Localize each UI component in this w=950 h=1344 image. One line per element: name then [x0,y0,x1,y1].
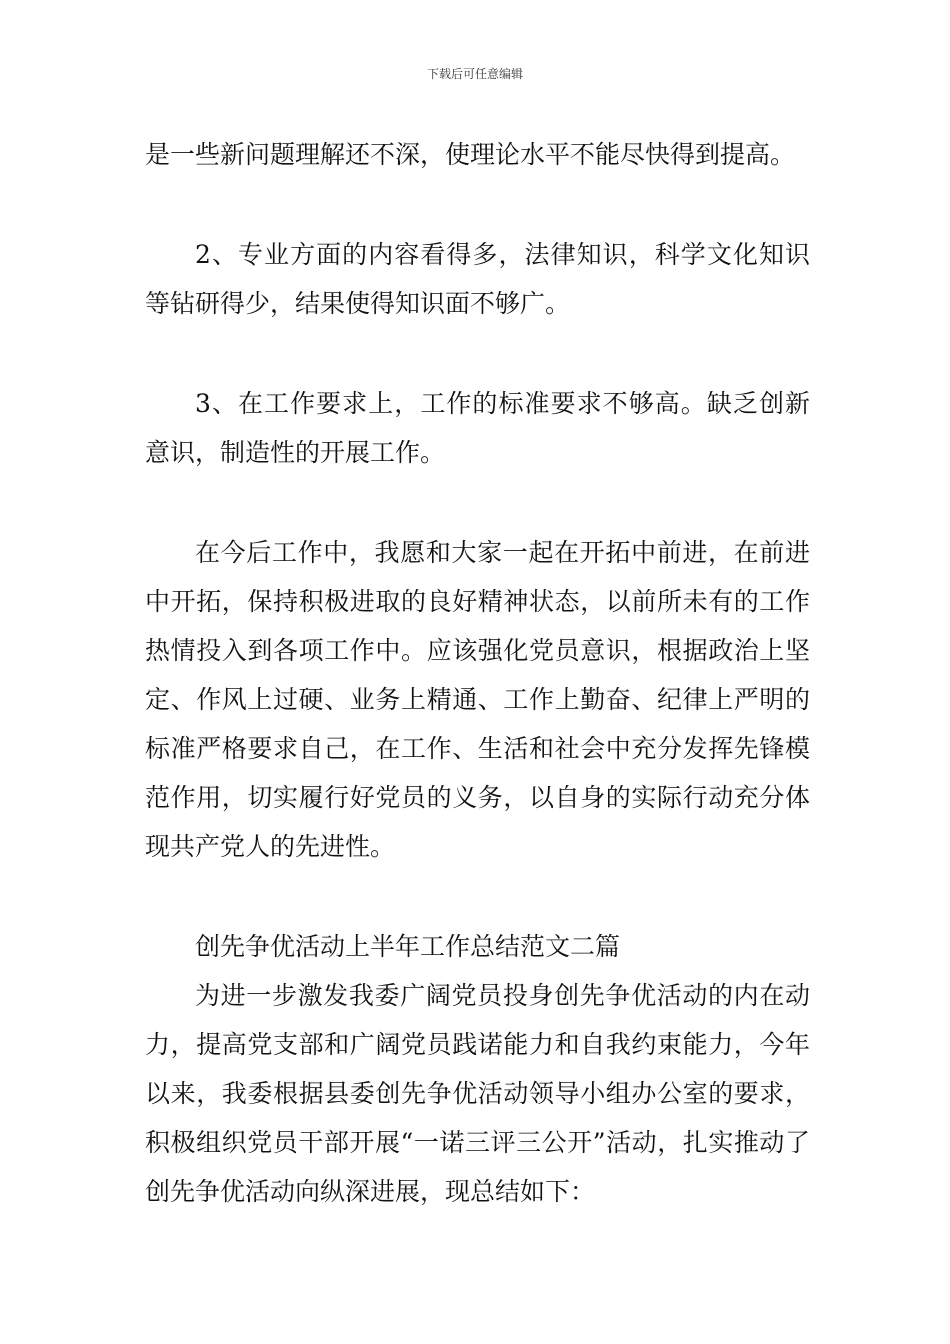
paragraph-gap [145,477,810,528]
page-header-note: 下载后可任意编辑 [426,67,523,81]
paragraph-item-3: 3、在工作要求上，工作的标准要求不够高。缺乏创新意识，制造性的开展工作。 [145,389,810,467]
paragraph-gap [145,179,810,230]
paragraph-item-2: 2、专业方面的内容看得多，法律知识，科学文化知识等钻研得少，结果使得知识面不够广。 [145,240,810,318]
paragraph-continuation: 是一些新问题理解还不深，使理论水平不能尽快得到提高。 [145,140,796,169]
section-title: 创先争优活动上半年工作总结范文二篇 [195,932,621,961]
paragraph-summary-intro: 为进一步激发我委广阔党员投身创先争优活动的内在动力，提高党支部和广阔党员践诺能力和自我约束能力，今年以来，我委根据县委创先争优活动领导小组办公室的要求，积极组织党员干部开展“一诺三评三公开”活动，扎实推动了创先争优活动向纵深进展，现总结如下： [145,981,810,1206]
document-body [145,130,810,1216]
paragraph-gap [145,871,810,922]
paragraph-future-work: 在今后工作中，我愿和大家一起在开拓中前进，在前进中开拓，保持积极进取的良好精神状态，以前所未有的工作热情投入到各项工作中。应该强化党员意识，根据政治上坚定、作风上过硬、业务上精通、工作上勤奋、纪律上严明的标准严格要求自己，在工作、生活和社会中充分发挥先锋模范作用，切实履行好党员的义务，以自身的实际行动充分体现共产党人的先进性。 [145,538,810,861]
paragraph-gap [145,328,810,379]
